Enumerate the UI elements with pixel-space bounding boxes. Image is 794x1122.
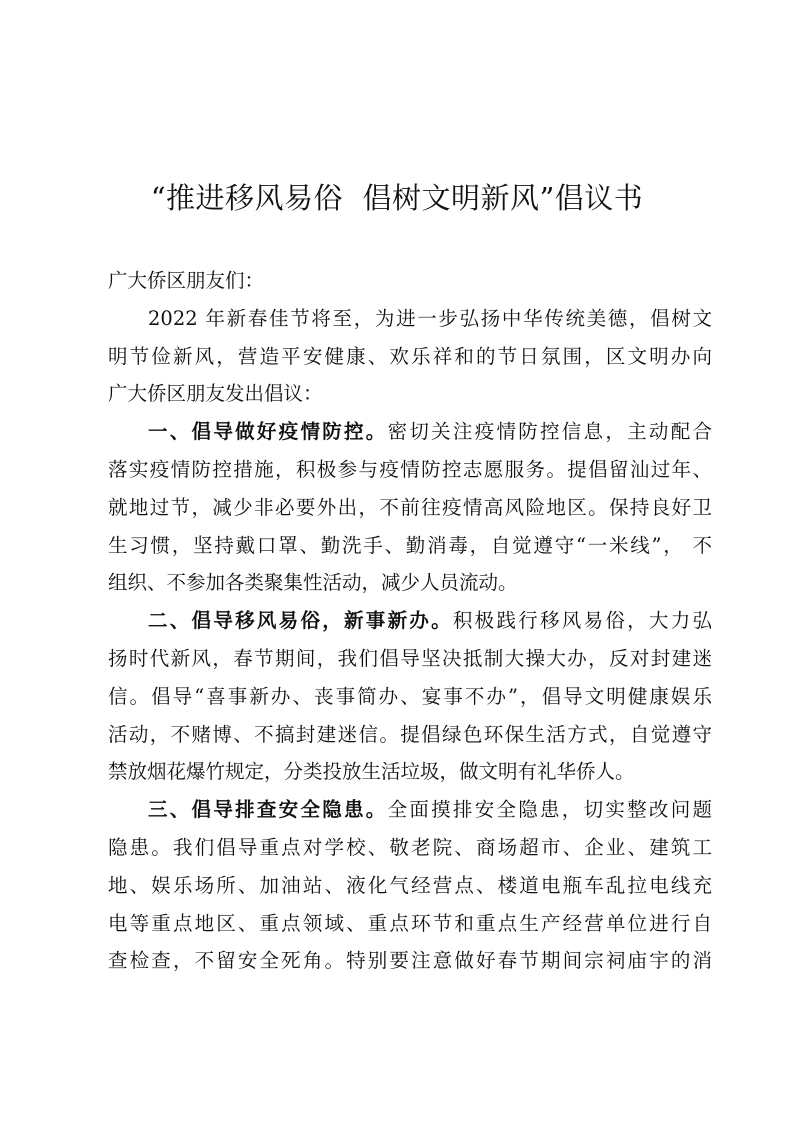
section-3-line-4: 电等重点地区、重点领域、重点环节和重点生产经营单位进行自 xyxy=(108,911,712,935)
section-1-heading: 一、倡导做好疫情防控。 xyxy=(148,420,388,444)
section-2-line-3: 信。倡导“喜事新办、丧事简办、宴事不办”，倡导文明健康娱乐 xyxy=(108,684,712,708)
section-3-text: 全面摸排安全隐患，切实整改问题 xyxy=(387,798,712,822)
section-1-text: 密切关注疫情防控信息，主动配合 xyxy=(387,420,712,444)
section-1-line-1 xyxy=(108,413,712,451)
document-title: “推进移风易俗 倡树文明新风”倡议书 xyxy=(150,181,644,215)
section-3-line-3: 地、娱乐场所、加油站、液化气经营点、楼道电瓶车乱拉电线充 xyxy=(108,873,712,897)
intro-line-2: 明节俭新风，营造平安健康、欢乐祥和的节日氛围，区文明办向 xyxy=(108,344,712,368)
section-2-line-2: 扬时代新风，春节期间，我们倡导坚决抵制大操大办，反对封建迷 xyxy=(108,646,712,670)
section-2-line-5: 禁放烟花爆竹规定，分类投放生活垃圾，做文明有礼华侨人。 xyxy=(108,760,635,784)
section-3-line-1 xyxy=(108,791,712,829)
section-2-line-1 xyxy=(108,602,712,640)
document-body xyxy=(108,262,712,980)
section-3-heading: 三、倡导排查安全隐患。 xyxy=(148,798,388,822)
intro-line-3: 广大侨区朋友发出倡议： xyxy=(108,382,323,406)
section-2-line-4: 活动，不赌博、不搞封建迷信。提倡绿色环保生活方式，自觉遵守 xyxy=(108,722,712,746)
section-2-heading: 二、倡导移风易俗，新事新办。 xyxy=(148,609,453,633)
intro-line-1: 2022 年新春佳节将至，为进一步弘扬中华传统美德，倡树文 xyxy=(148,306,712,330)
section-1-line-5: 组织、不参加各类聚集性活动，减少人员流动。 xyxy=(108,571,518,595)
section-1-line-4: 生习惯，坚持戴口罩、勤洗手、勤消毒，自觉遵守“一米线”， 不 xyxy=(108,533,712,557)
salutation: 广大侨区朋友们： xyxy=(108,269,265,292)
section-3-line-5: 查检查，不留安全死角。特别要注意做好春节期间宗祠庙宇的消 xyxy=(108,949,712,973)
section-1-line-3: 就地过节，减少非必要外出，不前往疫情高风险地区。保持良好卫 xyxy=(108,495,712,519)
section-2-text: 积极践行移风易俗，大力弘 xyxy=(452,609,712,633)
section-3-line-2: 隐患。我们倡导重点对学校、敬老院、商场超市、企业、建筑工 xyxy=(108,835,712,859)
section-1-line-2: 落实疫情防控措施，积极参与疫情防控志愿服务。提倡留汕过年、 xyxy=(108,457,712,481)
